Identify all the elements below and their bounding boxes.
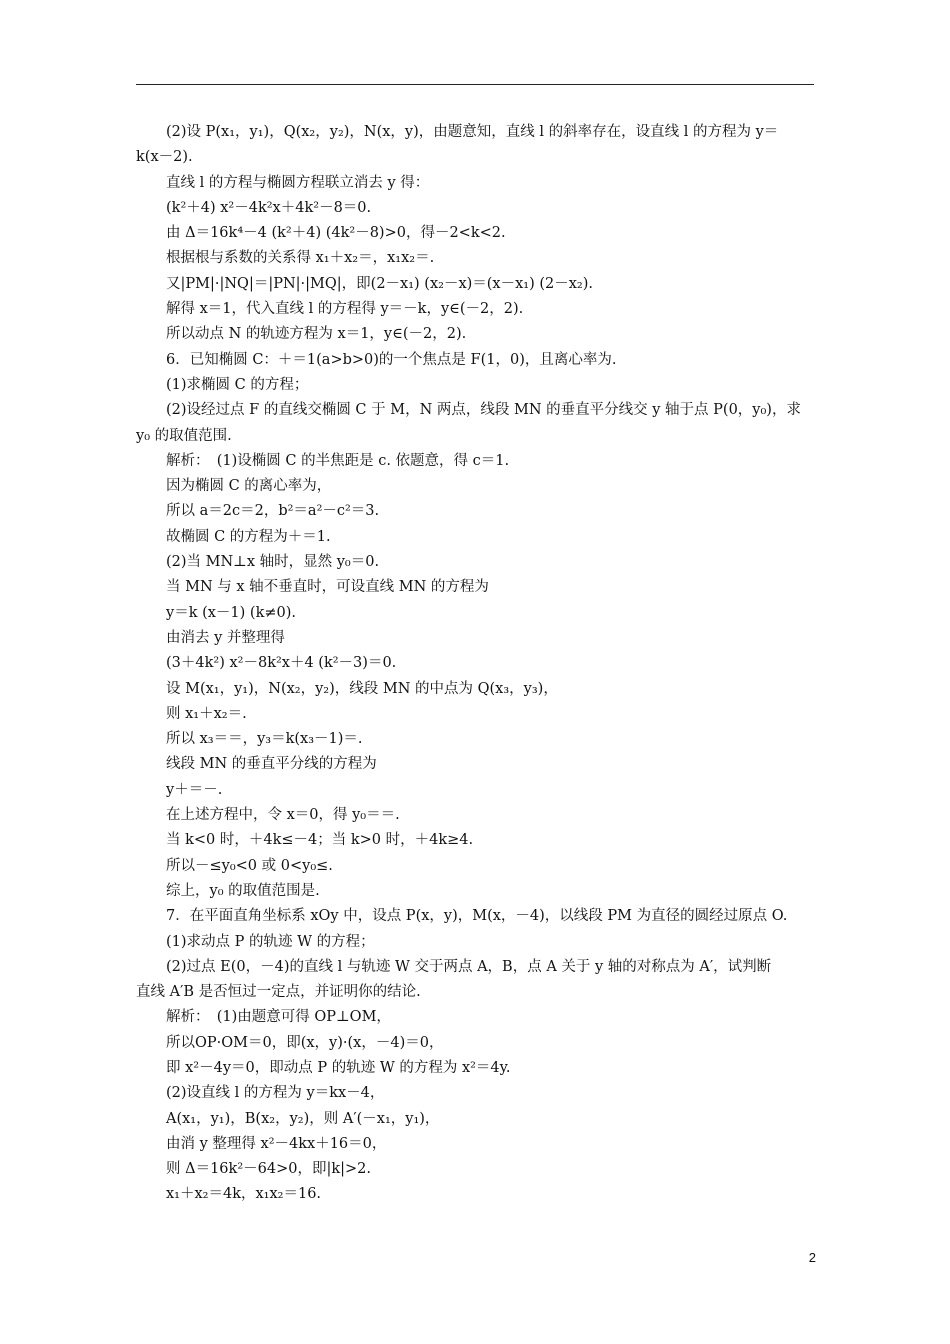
text-line: (2)当 MN⊥x 轴时，显然 y₀＝0.: [166, 554, 380, 571]
text-line: 综上，y₀ 的取值范围是.: [166, 882, 320, 899]
text-line: 所以 a＝2c＝2，b²＝a²－c²＝3.: [166, 503, 380, 520]
text-line: (2)设经过点 F 的直线交椭圆 C 于 M，N 两点，线段 MN 的垂直平分线交 y 轴于点 P(0，y₀)，求: [166, 402, 801, 419]
text-line: 由消去 y 并整理得: [166, 629, 285, 646]
text-line: (2)设直线 l 的方程为 y＝kx－4，: [166, 1085, 385, 1102]
text-line: 6．已知椭圆 C：＋＝1(a>b>0)的一个焦点是 F(1，0)，且离心率为.: [166, 351, 617, 368]
text-line: (3＋4k²) x²－8k²x＋4 (k²－3)＝0.: [166, 655, 397, 672]
text-line: 所以OP·OM＝0，即(x，y)·(x，－4)＝0，: [166, 1034, 444, 1051]
text-line: 当 MN 与 x 轴不垂直时，可设直线 MN 的方程为: [166, 579, 489, 596]
page-number: 2: [808, 1250, 816, 1265]
text-line: y＋＝－.: [166, 781, 223, 798]
text-line: 故椭圆 C 的方程为＋＝1.: [166, 528, 331, 545]
text-line: 由消 y 整理得 x²－4kx＋16＝0，: [166, 1135, 387, 1152]
text-line: 所以动点 N 的轨迹方程为 x＝1，y∈(－2，2).: [166, 326, 467, 343]
text-line: 设 M(x₁，y₁)，N(x₂，y₂)，线段 MN 的中点为 Q(x₃，y₃)，: [166, 680, 558, 697]
text-line: 在上述方程中，令 x＝0，得 y₀＝＝.: [166, 807, 400, 824]
text-line: (1)求椭圆 C 的方程；: [166, 376, 309, 393]
text-line: (1)求动点 P 的轨迹 W 的方程；: [166, 933, 375, 950]
document-body: [136, 120, 816, 1208]
text-line: 根据根与系数的关系得 x₁＋x₂＝，x₁x₂＝.: [166, 250, 435, 267]
text-line: k(x－2).: [136, 149, 193, 166]
text-line: y₀ 的取值范围.: [136, 427, 232, 444]
text-line: 解析： (1)设椭圆 C 的半焦距是 c. 依题意，得 c＝1.: [166, 452, 510, 469]
text-line: 则 x₁＋x₂＝.: [166, 705, 247, 722]
text-line: 直线 l 的方程与椭圆方程联立消去 y 得：: [166, 174, 430, 191]
text-line: 当 k<0 时，＋4k≤－4；当 k>0 时，＋4k≥4.: [166, 832, 474, 849]
text-line: 解得 x＝1，代入直线 l 的方程得 y＝－k，y∈(－2，2).: [166, 301, 524, 318]
text-line: 由 Δ＝16k⁴－4 (k²＋4) (4k²－8)>0，得－2<k<2.: [166, 225, 506, 242]
text-line: (2)设 P(x₁，y₁)，Q(x₂，y₂)，N(x，y)，由题意知，直线 l 的斜率存在，设直线 l 的方程为 y＝: [166, 124, 779, 140]
text-line: 线段 MN 的垂直平分线的方程为: [166, 756, 377, 773]
text-line: 则 Δ＝16k²－64>0，即|k|>2.: [166, 1161, 371, 1178]
text-line: 7．在平面直角坐标系 xOy 中，设点 P(x，y)，M(x，－4)，以线段 PM 为直径的圆经过原点 O.: [166, 908, 788, 925]
text-line: 所以－≤y₀<0 或 0<y₀≤.: [166, 857, 333, 874]
text-line: (2)过点 E(0，－4)的直线 l 与轨迹 W 交于两点 A，B，点 A 关于 y 轴的对称点为 A′，试判断: [166, 958, 772, 975]
text-line: 又|PM|·|NQ|＝|PN|·|MQ|，即(2－x₁) (x₂－x)＝(x－x₁) (2－x₂).: [166, 275, 594, 292]
text-line: 直线 A′B 是否恒过一定点，并证明你的结论.: [136, 984, 421, 1001]
text-line: A(x₁，y₁)，B(x₂，y₂)，则 A′(－x₁，y₁)，: [166, 1110, 440, 1127]
text-line: 解析： (1)由题意可得 OP⊥OM，: [166, 1009, 391, 1026]
text-line: 所以 x₃＝＝，y₃＝k(x₃－1)＝.: [166, 731, 363, 748]
text-line: 因为椭圆 C 的离心率为，: [166, 478, 332, 495]
text-line: x₁＋x₂＝4k，x₁x₂＝16.: [166, 1186, 322, 1203]
text-line: 即 x²－4y＝0，即动点 P 的轨迹 W 的方程为 x²＝4y.: [166, 1059, 511, 1076]
text-line: y＝k (x－1) (k≠0).: [166, 604, 296, 621]
header-rule: [136, 84, 814, 85]
text-line: (k²＋4) x²－4k²x＋4k²－8＝0.: [166, 199, 372, 216]
